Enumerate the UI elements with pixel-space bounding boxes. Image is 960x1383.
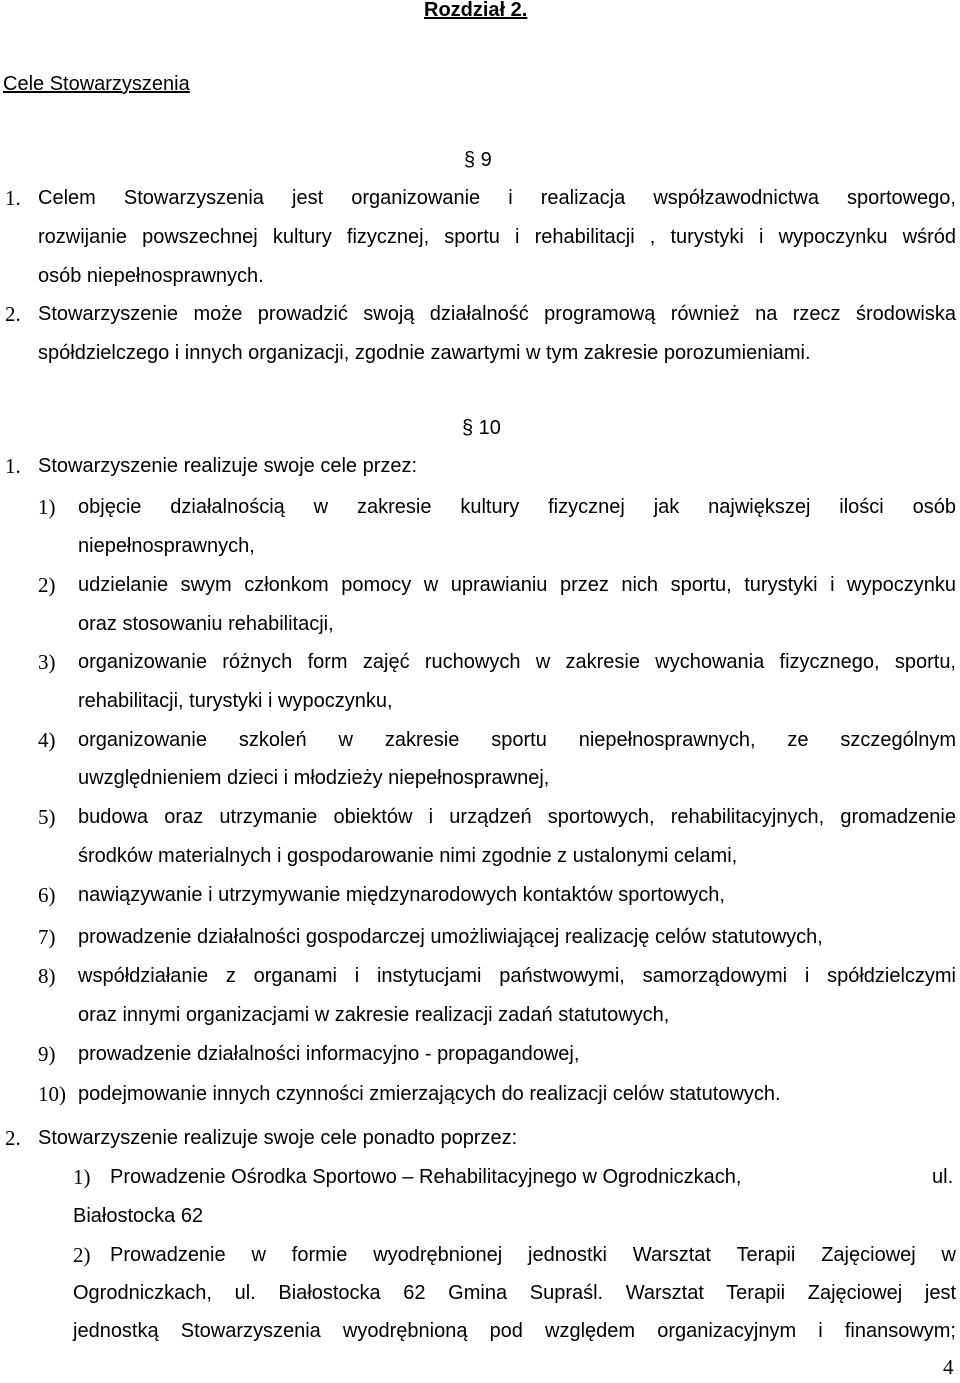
text-line: Prowadzenie Ośrodka Sportowo – Rehabilitacyjnego w Ogrodniczkach,	[110, 1166, 742, 1188]
text-line: prowadzenie działalności informacyjno - propagandowej,	[78, 1043, 580, 1065]
text-line: nawiązywanie i utrzymywanie międzynarodowych kontaktów sportowych,	[78, 884, 725, 906]
item-number: 2.	[5, 1126, 21, 1150]
text-line: Stowarzyszenie realizuje swoje cele ponadto poprzez:	[38, 1127, 518, 1149]
text-line: osób niepełnosprawnych.	[38, 265, 264, 287]
text-line: rehabilitacji, turystyki i wypoczynku,	[78, 690, 393, 712]
text-line: organizowanie różnych form zajęć ruchowych w zakresie wychowania fizycznego, sportu,	[78, 651, 956, 673]
subitem-number: 10)	[38, 1082, 66, 1106]
text-line: Białostocka 62	[73, 1205, 204, 1227]
text-line: Stowarzyszenie może prowadzić swoją działalność programową również na rzecz środowiska	[38, 303, 956, 325]
paragraph-heading-9: § 9	[464, 149, 492, 171]
item-number: 1.	[5, 186, 21, 210]
text-line: środków materialnych i gospodarowanie nimi zgodnie z ustalonymi celami,	[78, 845, 738, 867]
text-line: Celem Stowarzyszenia jest organizowanie i realizacja współzawodnictwa sportowego,	[38, 187, 956, 209]
subitem-number: 1)	[73, 1165, 91, 1189]
item-number: 1.	[5, 454, 21, 478]
text-line: oraz stosowaniu rehabilitacji,	[78, 613, 334, 635]
section-title: Cele Stowarzyszenia	[3, 73, 190, 95]
subitem-number: 5)	[38, 805, 56, 829]
subitem-number: 3)	[38, 650, 56, 674]
item-number: 2.	[5, 302, 21, 326]
chapter-title: Rozdział 2.	[424, 0, 528, 21]
paragraph-heading-10: § 10	[462, 417, 501, 439]
text-line: udzielanie swym członkom pomocy w uprawianiu przez nich sportu, turystyki i wypoczynku	[78, 574, 956, 596]
text-line: organizowanie szkoleń w zakresie sportu niepełnosprawnych, ze szczególnym	[78, 729, 956, 751]
subitem-number: 6)	[38, 883, 56, 907]
text-line: podejmowanie innych czynności zmierzających do realizacji celów statutowych.	[78, 1083, 781, 1105]
text-line: rozwijanie powszechnej kultury fizycznej, sportu i rehabilitacji , turystyki i wypoczynku wśród	[38, 226, 956, 248]
subitem-number: 1)	[38, 495, 56, 519]
text-line: Ogrodniczkach, ul. Białostocka 62 Gmina Supraśl. Warsztat Terapii Zajęciowej jest	[73, 1282, 956, 1304]
text-line: oraz innymi organizacjami w zakresie realizacji zadań statutowych,	[78, 1004, 670, 1026]
text-line: objęcie działalnością w zakresie kultury fizycznej jak największej ilości osób	[78, 496, 956, 518]
subitem-number: 9)	[38, 1042, 56, 1066]
subitem-number: 8)	[38, 964, 56, 988]
text-line: jednostką Stowarzyszenia wyodrębnioną pod względem organizacyjnym i finansowym;	[73, 1320, 956, 1342]
text-line: Stowarzyszenie realizuje swoje cele przez:	[38, 455, 418, 477]
text-line: ul.	[932, 1166, 954, 1188]
text-line: prowadzenie działalności gospodarczej umożliwiającej realizację celów statutowych,	[78, 926, 823, 948]
subitem-number: 7)	[38, 925, 56, 949]
text-line: budowa oraz utrzymanie obiektów i urządzeń sportowych, rehabilitacyjnych, gromadzenie	[78, 806, 956, 828]
text-line: Prowadzenie w formie wyodrębnionej jednostki Warsztat Terapii Zajęciowej w	[110, 1244, 956, 1266]
text-line: uwzględnieniem dzieci i młodzieży niepełnosprawnej,	[78, 767, 550, 789]
subitem-number: 4)	[38, 728, 56, 752]
text-line: współdziałanie z organami i instytucjami państwowymi, samorządowymi i spółdzielczymi	[78, 965, 956, 987]
subitem-number: 2)	[38, 573, 56, 597]
text-line: niepełnosprawnych,	[78, 535, 255, 557]
text-line: spółdzielczego i innych organizacji, zgodnie zawartymi w tym zakresie porozumieniami.	[38, 342, 811, 364]
page-number: 4	[943, 1355, 954, 1379]
subitem-number: 2)	[73, 1243, 91, 1267]
